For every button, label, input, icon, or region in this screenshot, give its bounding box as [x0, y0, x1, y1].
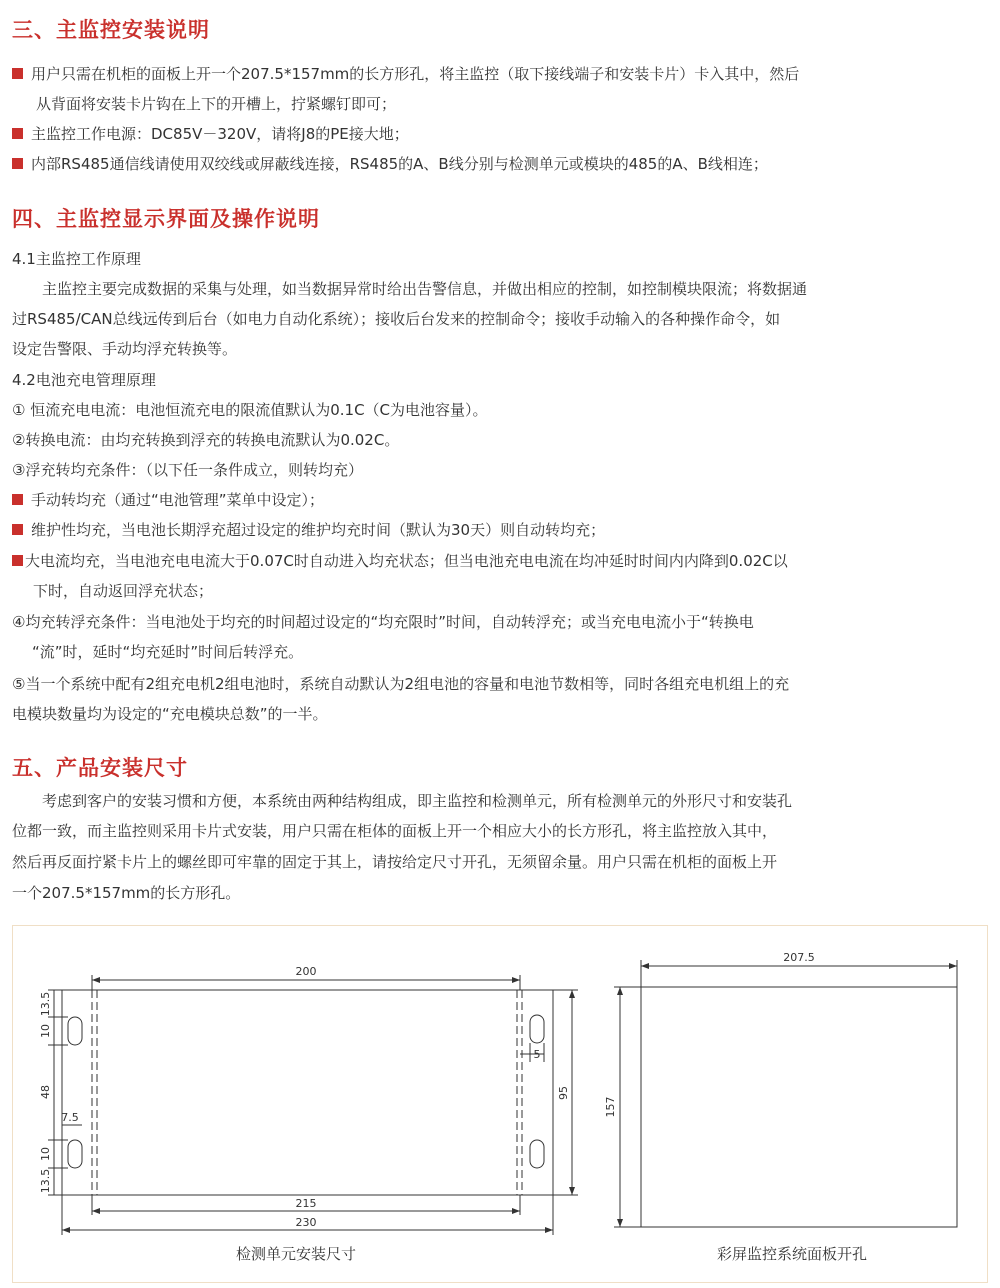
section-3-heading: 三、主监控安装说明: [12, 18, 210, 42]
s3-line-2: 从背面将安装卡片钩在上下的开槽上，拧紧螺钉即可；: [36, 95, 397, 113]
s4-item-5: ⑤当一个系统中配有2组充电机2组电池时，系统自动默认为2组电池的容量和电池节数相等，同时各组充电机组上的充: [12, 675, 790, 693]
s5-para-2: 位都一致，而主监控则采用卡片式安装，用户只需在柜体的面板上开一个相应大小的长方形孔，将主监控放入其中，: [12, 822, 778, 840]
s5-para-4: 一个207.5*157mm的长方形孔。: [12, 884, 241, 902]
unit-outline: [62, 990, 553, 1195]
slot-left-bottom: [68, 1140, 82, 1168]
s3-line-4: 内部RS485通信线请使用双绞线或屏蔽线连接，RS485的A、B线分别与检测单元或模块的485的A、B线相连；: [12, 154, 768, 174]
s4-item-4-cont: “流”时，延时“均充延时”时间后转浮充。: [32, 643, 304, 661]
s3-line-1: 用户只需在机柜的面板上开一个207.5*157mm的长方形孔，将主监控（取下接线端子和安装卡片）卡入其中，然后: [12, 64, 799, 84]
section-5-heading: 五、产品安装尺寸: [12, 756, 188, 780]
s4-item-1: ① 恒流充电电流：电池恒流充电的限流值默认为0.1C（C为电池容量）。: [12, 401, 488, 419]
dim-label-200: 200: [295, 965, 317, 978]
dim-label-left-5: 13.5: [39, 1168, 52, 1194]
caption-unit-size: 检测单元安装尺寸: [236, 1245, 357, 1263]
s4-bullet-manual: 手动转均充（通过“电池管理”菜单中设定）；: [12, 490, 324, 510]
s4-sub-4-1: 4.1主监控工作原理: [12, 250, 141, 268]
s4-item-3: ③浮充转均充条件：（以下任一条件成立，则转均充）: [12, 461, 363, 479]
dim-label-left-3: 48: [39, 1085, 52, 1099]
dim-label-left-1: 13.5: [39, 991, 52, 1017]
dim-label-157: 157: [604, 1096, 617, 1118]
s4-para-2: 过RS485/CAN总线远传到后台（如电力自动化系统）；接收后台发来的控制命令；接收手动输入的各种操作命令，如: [12, 310, 781, 328]
slot-right-bottom: [530, 1140, 544, 1168]
s4-para-3: 设定告警限、手动均浮充转换等。: [12, 340, 238, 358]
s5-para-1: 考虑到客户的安装习惯和方便，本系统由两种结构组成，即主监控和检测单元，所有检测单元的外形尺寸和安装孔: [42, 792, 793, 810]
s4-bullet-current: 大电流均充，当电池充电电流大于0.07C时自动进入均充状态；但当电池充电电流在均冲延时时间内内降到0.02C以: [12, 551, 788, 571]
dim-label-5: 5: [533, 1048, 541, 1061]
s5-para-3: 然后再反面拧紧卡片上的螺丝即可牢靠的固定于其上，请按给定尺寸开孔，无须留余量。用户只需在机柜的面板上开: [12, 853, 778, 871]
dim-label-95: 95: [557, 1086, 570, 1100]
s4-bullet-maintain: 维护性均充，当电池长期浮充超过设定的维护均充时间（默认为30天）则自动转均充；: [12, 520, 605, 540]
s4-item-2: ②转换电流：由均充转换到浮充的转换电流默认为0.02C。: [12, 431, 400, 449]
s4-sub-4-2: 4.2电池充电管理原理: [12, 371, 156, 389]
slot-left-top: [68, 1017, 82, 1045]
dim-label-230: 230: [295, 1216, 317, 1229]
s3-line-3: 主监控工作电源：DC85V－320V，请将J8的PE接大地；: [12, 124, 409, 144]
s4-para-1: 主监控主要完成数据的采集与处理，如当数据异常时给出告警信息，并做出相应的控制，如控制模块限流；将数据通: [42, 280, 808, 298]
cutout-outline: [641, 987, 957, 1227]
section-4-heading: 四、主监控显示界面及操作说明: [12, 207, 320, 231]
dim-label-215: 215: [295, 1197, 317, 1210]
dim-label-left-2: 10: [39, 1024, 52, 1038]
dim-label-7-5: 7.5: [61, 1111, 79, 1124]
s4-item-5-cont: 电模块数量均为设定的“充电模块总数”的一半。: [12, 705, 328, 723]
dim-label-left-4: 10: [39, 1147, 52, 1161]
s4-bullet-current-cont: 下时，自动返回浮充状态；: [33, 582, 214, 600]
caption-panel-cutout: 彩屏监控系统面板开孔: [717, 1245, 868, 1263]
dim-label-207-5: 207.5: [783, 951, 815, 964]
s4-item-4: ④均充转浮充条件：当电池处于均充的时间超过设定的“均充限时”时间，自动转浮充；或当充电电流小于“转换电: [12, 613, 754, 631]
slot-right-top: [530, 1015, 544, 1043]
